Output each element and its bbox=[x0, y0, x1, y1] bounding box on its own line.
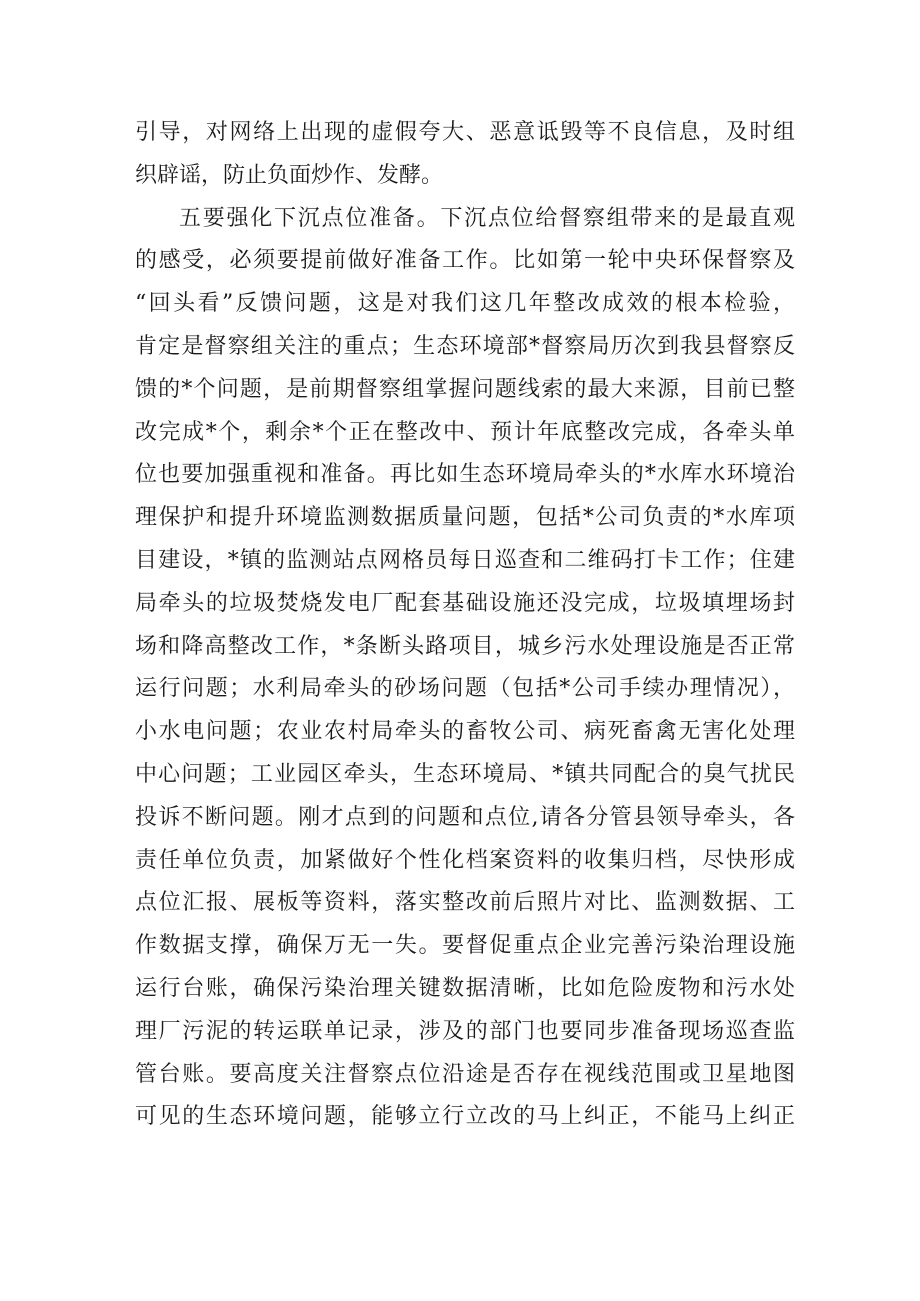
text-line: 肯定是督察组关注的重点；生态环境部*督察局历次到我县督察反 bbox=[135, 333, 795, 359]
text-line: 馈的*个问题，是前期督察组掌握问题线索的最大来源，目前已整 bbox=[135, 376, 795, 402]
text-line: 理厂污泥的转运联单记录，涉及的部门也要同步准备现场巡查监 bbox=[135, 1018, 795, 1044]
text-line: 中心问题；工业园区牵头，生态环境局、*镇共同配合的臭气扰民 bbox=[135, 761, 795, 787]
text-line: 可见的生态环境问题，能够立行立改的马上纠正，不能马上纠正 bbox=[135, 1104, 795, 1130]
text-line: 作数据支撑，确保万无一失。要督促重点企业完善污染治理设施 bbox=[135, 933, 795, 959]
text-line: “回头看”反馈问题，这是对我们这几年整改成效的根本检验， bbox=[135, 291, 795, 317]
text-line: 管台账。要高度关注督察点位沿途是否存在视线范围或卫星地图 bbox=[135, 1061, 795, 1087]
text-line: 引导，对网络上出现的虚假夸大、恶意诋毁等不良信息，及时组 bbox=[135, 120, 795, 145]
text-line: 理保护和提升环境监测数据质量问题，包括*公司负责的*水库项 bbox=[135, 505, 795, 531]
text-line: 场和降高整改工作，*条断头路项目，城乡污水处理设施是否正常 bbox=[135, 633, 795, 659]
paragraph-start-line: 五要强化下沉点位准备。下沉点位给督察组带来的是最直观 bbox=[179, 205, 795, 231]
text-line: 点位汇报、展板等资料，落实整改前后照片对比、监测数据、工 bbox=[135, 890, 795, 916]
text-line: 位也要加强重视和准备。再比如生态环境局牵头的*水库水环境治 bbox=[135, 462, 795, 488]
text-line: 小水电问题；农业农村局牵头的畜牧公司、病死畜禽无害化处理 bbox=[135, 719, 795, 745]
text-line: 改完成*个，剩余*个正在整改中、预计年底整改完成，各牵头单 bbox=[135, 419, 795, 445]
text-line: 的感受，必须要提前做好准备工作。比如第一轮中央环保督察及 bbox=[135, 248, 795, 274]
text-line: 投诉不断问题。刚才点到的问题和点位,请各分管县领导牵头，各 bbox=[135, 804, 795, 830]
text-line: 责任单位负责，加紧做好个性化档案资料的收集归档，尽快形成 bbox=[135, 847, 795, 873]
text-line: 运行台账，确保污染治理关键数据清晰，比如危险废物和污水处 bbox=[135, 975, 795, 1001]
text-line: 织辟谣，防止负面炒作、发酵。 bbox=[135, 162, 444, 188]
text-line: 运行问题；水利局牵头的砂场问题（包括*公司手续办理情况）， bbox=[135, 676, 795, 702]
text-line: 目建设，*镇的监测站点网格员每日巡查和二维码打卡工作；住建 bbox=[135, 547, 795, 573]
document-body bbox=[135, 112, 795, 1139]
text-line: 局牵头的垃圾焚烧发电厂配套基础设施还没完成，垃圾填埋场封 bbox=[135, 590, 795, 616]
